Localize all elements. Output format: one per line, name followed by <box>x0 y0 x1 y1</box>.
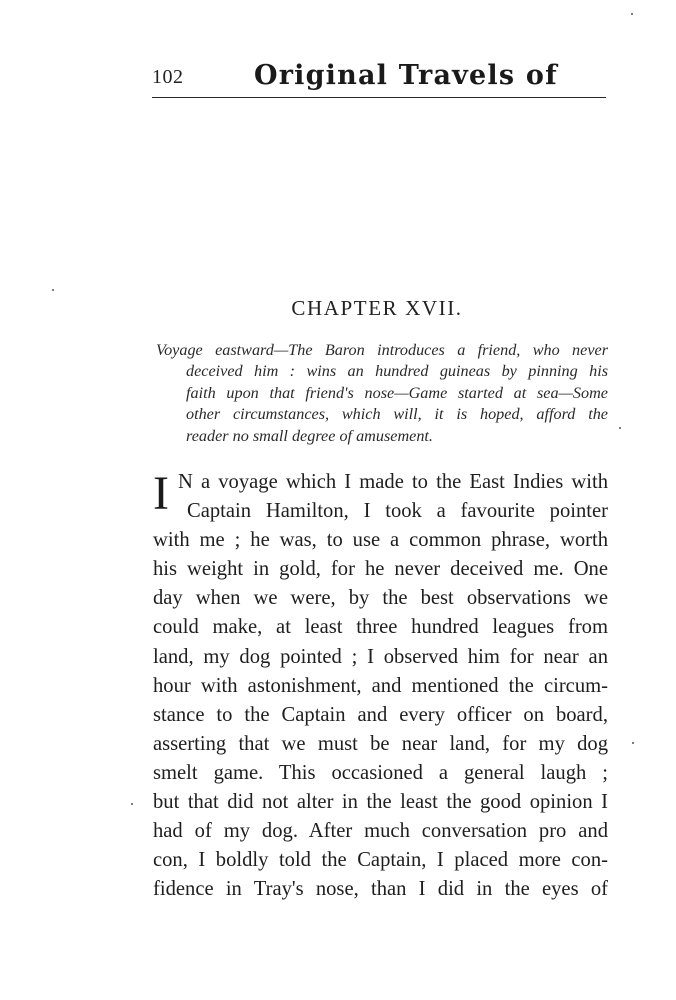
body-line: his weight in gold, for he never deceived me. One <box>153 558 608 581</box>
chapter-synopsis <box>156 340 608 447</box>
body-line: N a voyage which I made to the East Indies with <box>178 471 608 493</box>
body-line: hour with astonishment, and mentioned the circum- <box>153 674 608 697</box>
paper-speck <box>631 13 633 15</box>
body-line: stance to the Captain and every officer on board, <box>153 703 608 726</box>
paper-speck <box>619 427 621 429</box>
synopsis-line: deceived him : wins an hundred guineas by pinning his <box>186 362 608 381</box>
running-title: Original Travels of <box>254 60 558 91</box>
paper-speck <box>131 803 133 805</box>
body-line: but that did not alter in the least the good opinion I <box>153 791 608 814</box>
body-line: Captain Hamilton, I took a favourite pointer <box>187 500 608 523</box>
paper-speck <box>632 742 634 744</box>
body-line: smelt game. This occasioned a general laugh ; <box>153 761 608 784</box>
paper-speck <box>52 289 54 291</box>
synopsis-line: other circumstances, which will, it is hoped, afford the <box>186 405 608 424</box>
body-line: land, my dog pointed ; I observed him for near an <box>153 645 608 668</box>
body-paragraph <box>153 468 608 904</box>
chapter-title: CHAPTER XVII. <box>291 296 463 320</box>
body-line: con, I boldly told the Captain, I placed more con- <box>153 849 608 872</box>
body-line: fidence in Tray's nose, than I did in the eyes of <box>153 878 608 901</box>
body-line: with me ; he was, to use a common phrase, worth <box>153 529 608 552</box>
drop-cap: I <box>153 467 169 520</box>
running-header <box>152 58 606 98</box>
body-line: could make, at least three hundred leagues from <box>153 616 608 639</box>
header-rule <box>152 97 606 98</box>
synopsis-line: Voyage eastward—The Baron introduces a friend, who never <box>156 341 608 359</box>
body-line: had of my dog. After much conversation pro and <box>153 820 608 843</box>
body-line: asserting that we must be near land, for my dog <box>153 732 608 755</box>
synopsis-line: reader no small degree of amusement. <box>186 426 433 445</box>
body-line: day when we were, by the best observations we <box>153 587 608 610</box>
synopsis-line: faith upon that friend's nose—Game started at sea—Some <box>186 383 608 402</box>
page-number: 102 <box>152 66 184 88</box>
